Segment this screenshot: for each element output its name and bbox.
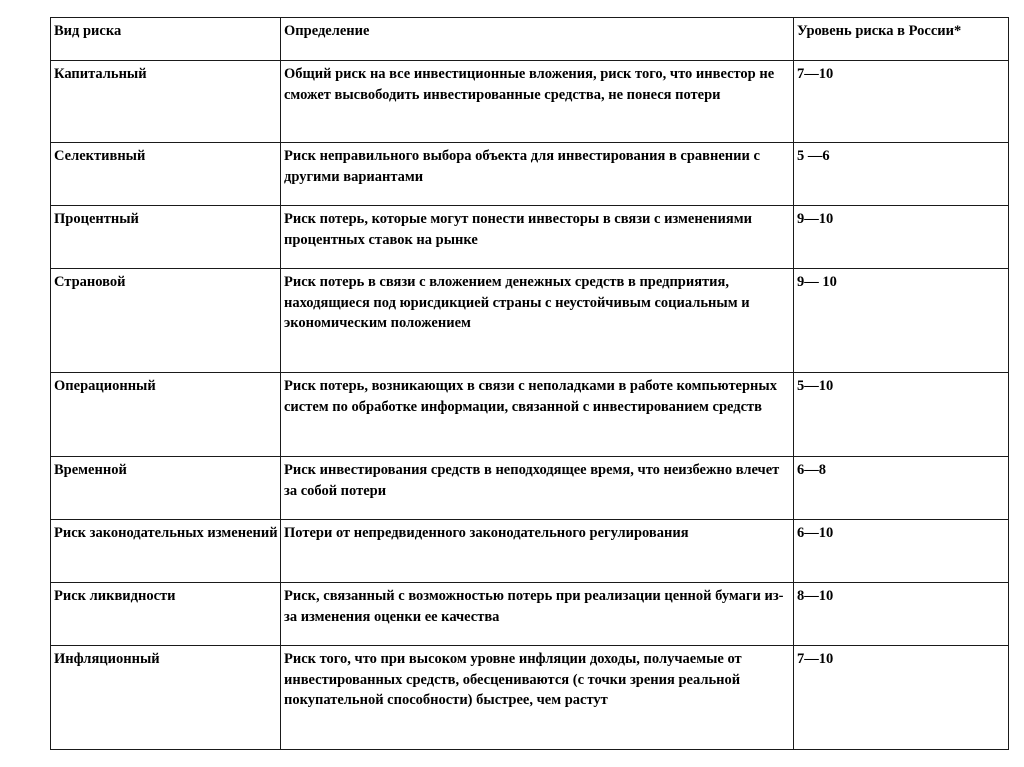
risk-definition-cell: Риск, связанный с возможностью потерь при реализации ценной бумаги из-за изменения оценки ее качества: [281, 583, 794, 646]
risk-level-cell: 6—10: [794, 520, 1009, 583]
risk-type-cell: Риск законодательных изменений: [51, 520, 281, 583]
table-header: [51, 18, 1009, 61]
table-row: [51, 583, 1009, 646]
risk-type-cell: Операционный: [51, 373, 281, 457]
risk-level-cell: 9— 10: [794, 269, 1009, 373]
risk-definition-cell: Риск потерь, возникающих в связи с неполадками в работе компьютерных систем по обработке информации, связанной с инвестированием средств: [281, 373, 794, 457]
risk-type-cell: Инфляционный: [51, 646, 281, 750]
table-row: [51, 520, 1009, 583]
risk-type-cell: Страновой: [51, 269, 281, 373]
risk-definition-cell: Риск неправильного выбора объекта для инвестирования в сравнении с другими вариантами: [281, 143, 794, 206]
risk-definition-cell: Риск потерь в связи с вложением денежных средств в предприятия, находящиеся под юрисдикцией страны с неустойчивым социальным и экономическим положением: [281, 269, 794, 373]
risk-definition-cell: Риск потерь, которые могут понести инвесторы в связи с изменениями процентных ставок на рынке: [281, 206, 794, 269]
table-row: [51, 269, 1009, 373]
risk-type-cell: Процентный: [51, 206, 281, 269]
risk-level-cell: 6—8: [794, 457, 1009, 520]
risk-definition-cell: Риск того, что при высоком уровне инфляции доходы, получаемые от инвестированных средств, обесцениваются (с точки зрения реальной покупательной способности) быстрее, чем растут: [281, 646, 794, 750]
risk-level-cell: 9—10: [794, 206, 1009, 269]
table-body: [51, 61, 1009, 750]
risk-level-cell: 7—10: [794, 646, 1009, 750]
header-risk-type: Вид риска: [51, 18, 281, 61]
risk-level-cell: 7—10: [794, 61, 1009, 143]
risk-level-cell: 5—10: [794, 373, 1009, 457]
table-row: [51, 61, 1009, 143]
table-row: [51, 457, 1009, 520]
risk-definition-cell: Риск инвестирования средств в неподходящее время, что неизбежно влечет за собой потери: [281, 457, 794, 520]
risk-level-cell: 8—10: [794, 583, 1009, 646]
risk-type-cell: Капитальный: [51, 61, 281, 143]
risk-definition-cell: Потери от непредвиденного законодательного регулирования: [281, 520, 794, 583]
header-definition: Определение: [281, 18, 794, 61]
table-row: [51, 373, 1009, 457]
table-row: [51, 646, 1009, 750]
header-risk-level: Уровень риска в России*: [794, 18, 1009, 61]
risk-types-table: [50, 17, 1009, 750]
risk-level-cell: 5 —6: [794, 143, 1009, 206]
risk-definition-cell: Общий риск на все инвестиционные вложения, риск того, что инвестор не сможет высвободить инвестированные средства, не понеся потери: [281, 61, 794, 143]
risk-type-cell: Временной: [51, 457, 281, 520]
risk-type-cell: Селективный: [51, 143, 281, 206]
risk-type-cell: Риск ликвидности: [51, 583, 281, 646]
header-row: [51, 18, 1009, 61]
table-row: [51, 143, 1009, 206]
table-row: [51, 206, 1009, 269]
